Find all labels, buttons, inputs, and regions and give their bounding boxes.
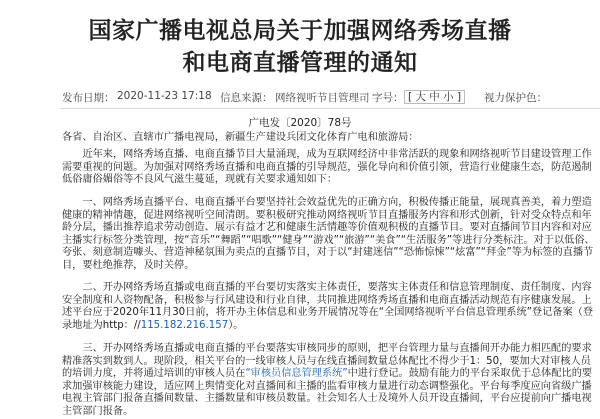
paragraph-2-tail: ）。 (228, 319, 244, 331)
eyecare-label: 视力保护色： (484, 92, 547, 104)
reviewer-system-link[interactable]: “审核员信息管理系统” (245, 368, 348, 380)
publish-label: 发布日期： (62, 92, 115, 104)
page-title-line1: 国家广播电视总局关于加强网络秀场直播 (88, 18, 512, 44)
article-meta (0, 90, 600, 106)
paragraph-3-text: 三、开办网络秀场直播或电商直播的平台要落实审核同步的原则，把平台管理力量与直播间开办能力相匹配的要求精准落实到数到人。现阶段，相关平台的一线审核人员与在线直播间数量总体配比不得少于1：50，要加大对审核人员的培训力度，并将通过培训的审核人员在 (62, 343, 592, 380)
addressee: 各省、自治区、直辖市广播电视局，新疆生产建设兵团文化体育广电和旅游局： (62, 132, 419, 143)
document-number: 广电发〔2020〕78号 (248, 117, 352, 129)
registration-link[interactable]: 115.182.216.157 (140, 319, 229, 331)
publish-date: 2020-11-23 17:18 (117, 90, 212, 102)
paragraph-2 (62, 282, 598, 332)
paragraph-intro: 近年来，网络秀场直播、电商直播节目大量涌现，成为互联网经济中非常活跃的现象和网络视听节目建设管理工作需要重视的问题。为加强对网络秀场直播和电商直播的引导规范，强化导向和价值引领，营造行业健康生态，防范遏制低俗庸俗媚俗等不良风气滋生蔓延，现就有关要求通知如下： (62, 149, 592, 186)
paragraph-2-text: 二、开办网络秀场直播或电商直播的平台要切实落实主体责任，要落实主体责任和信息管理制度、责任制度、内容安全制度和人资物配备，积极参与行风建设和行业自律，共同推进网络秀场直播和电商直播活动规范有序健康发展。上述平台应于2020年11月30日前，将开办主体信息和业务开展情况等在“全国网络视听平台信息管理系统”登记备案（登录地址为http：// (62, 282, 594, 331)
source-value: 网络视听节目管理司 (275, 92, 370, 104)
fontsize-label: 字号： (372, 92, 404, 104)
paragraph-3-tail: 中进行登记。鼓励有能力的平台采取优于总体配比的要求加强审核能力建设，适应网上舆情变化对直播间和主播的监看审核力量进行动态调整强化。平台每季度应向省级广播电视主管部门报备直播间数量、主播数量和审核员数量。社会知名人士及境外人员开设直播间，平台应提前向广播电视主管部门报备。 (62, 368, 593, 417)
paragraph-3 (62, 343, 598, 419)
source-label: 信息来源： (220, 92, 273, 104)
fontsize-selector[interactable]: [ 大 中 小 ] (404, 90, 465, 104)
paragraph-1: 一、网络秀场直播平台、电商直播平台要坚持社会效益优先的正确方向，积极传播正能量，展现真善美，着力塑造健康的精神情趣，促进网络视听空间清朗。要积极研究推动网络视听节目直播服务内容和形式创新，针对受众特点和年龄分层，播出推荐追求劳动创造、展示有益才艺和健康生活情趣等价值观积极的直播节目。要对直播间节目内容和对应主播实行标签分类管理，按“音乐”“舞蹈”“唱歌”“健身”“游戏”“旅游”“美食”“生活服务”等进行分类标注。对于以低俗、夸张、刻意制造噱头、营造神秘氛围为卖点的直播节目，对于以“封建迷信”“恐怖惊悚”“炫富”“拜金”等为标签的直播节目，要杜绝推荐，及时关停。 (62, 197, 595, 271)
page-title-line2: 和电商直播管理的通知 (182, 50, 418, 76)
divider (60, 108, 600, 109)
